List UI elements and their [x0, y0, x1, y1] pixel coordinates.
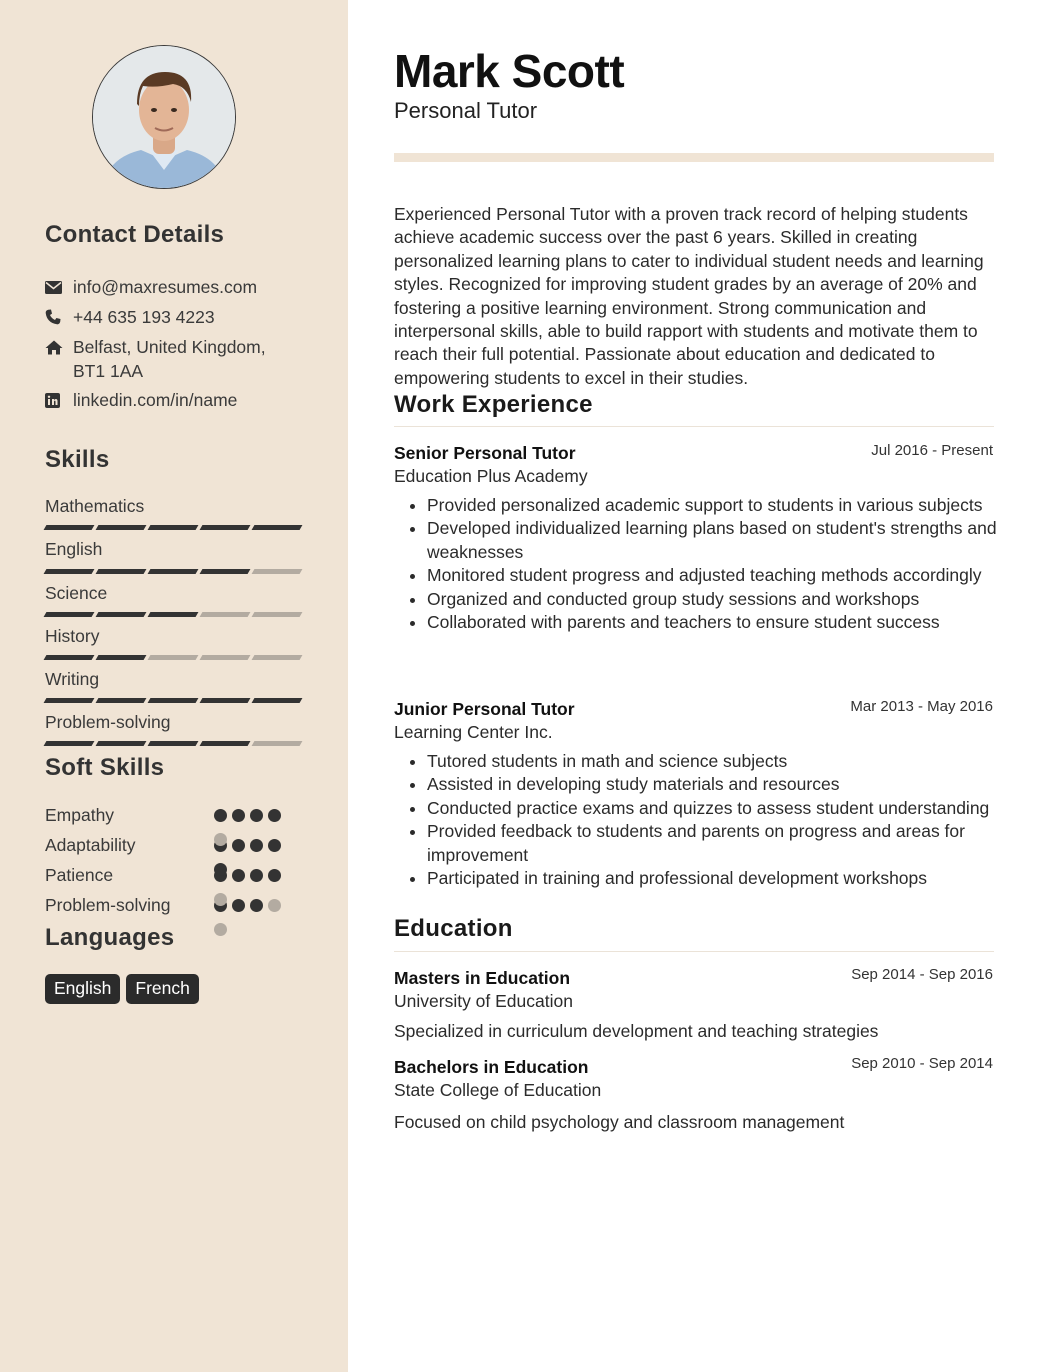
skill-segment [148, 741, 199, 746]
job-dates: Mar 2013 - May 2016 [850, 698, 993, 715]
list-item: • Collaborated with parents and teachers to ensure student success [427, 611, 1027, 634]
skill-segment [44, 569, 95, 574]
edu-school: State College of Education [394, 1080, 602, 1100]
skill-label: Writing [45, 669, 100, 689]
soft-skill-dots [214, 809, 281, 822]
envelope-icon [45, 275, 73, 299]
job-title-heading: Personal Tutor [394, 98, 538, 123]
skill-segment [252, 741, 303, 746]
summary-text: Experienced Personal Tutor with a proven track record of helping students achieve academic success over the past 6 years. Skilled in creating personalized learning plans to cater to individual student needs and learning styles. Recognized for improving student grades by an average of 20% and fostering a positive learning environment. Strong communication and interpersonal skills, able to build rapport with students and motivate them to reach their full potential. Passionate about education and dedicated to empowering students to excel in their studies. [394, 204, 984, 388]
skill-segment [252, 569, 303, 574]
skill-dot [232, 839, 245, 852]
skill-segment [252, 525, 303, 530]
profile-photo [92, 45, 236, 189]
contact-address-text: Belfast, United Kingdom, BT1 1AA [73, 337, 266, 381]
work-heading: Work Experience [394, 391, 593, 418]
skill-label: Mathematics [45, 496, 145, 516]
stray-dot [214, 923, 227, 936]
contact-linkedin[interactable] [45, 388, 293, 412]
skill-bar [45, 655, 301, 660]
skill-dot [232, 809, 245, 822]
skill-dot [250, 869, 263, 882]
skill-segment [96, 655, 147, 660]
linkedin-icon [45, 388, 73, 412]
contact-heading: Contact Details [45, 221, 225, 248]
skill-bar [45, 612, 301, 617]
home-icon [45, 335, 73, 359]
skill-segment [96, 698, 147, 703]
list-item: • Participated in training and professional development workshops [427, 867, 1027, 890]
skill-bar [45, 525, 301, 530]
list-item: • Developed individualized learning plans based on student's strengths and weaknesses [427, 517, 1027, 564]
contact-email[interactable] [45, 275, 293, 299]
skill-label: Science [45, 583, 108, 603]
contact-phone-text: +44 635 193 4223 [73, 307, 215, 327]
skill-segment [148, 655, 199, 660]
skill-segment [200, 698, 251, 703]
stray-dot [214, 893, 227, 906]
person-name: Mark Scott [394, 45, 625, 97]
edu-degree: Bachelors in Education [394, 1057, 589, 1077]
skill-segment [200, 612, 251, 617]
skill-label: Problem-solving [45, 712, 171, 732]
phone-icon [45, 305, 73, 329]
skill-dot [268, 869, 281, 882]
skill-segment [44, 525, 95, 530]
skill-segment [200, 655, 251, 660]
skill-segment [96, 741, 147, 746]
skill-segment [44, 741, 95, 746]
skills-heading: Skills [45, 446, 110, 473]
skill-dot [268, 899, 281, 912]
edu-dates: Sep 2014 - Sep 2016 [851, 966, 993, 983]
soft-skill-label: Empathy [45, 805, 115, 825]
skill-segment [96, 525, 147, 530]
stray-dot [214, 833, 227, 846]
job-company: Education Plus Academy [394, 466, 588, 486]
skill-segment [148, 525, 199, 530]
language-tags [45, 974, 199, 1004]
skill-dot [232, 869, 245, 882]
skill-dot [250, 899, 263, 912]
skill-segment [148, 612, 199, 617]
skill-label: History [45, 626, 100, 646]
languages-heading: Languages [45, 924, 175, 951]
soft-skill-label: Problem-solving [45, 895, 171, 915]
skill-bar [45, 698, 301, 703]
skill-dot [232, 899, 245, 912]
soft-skill-label: Patience [45, 865, 114, 885]
list-item: • Tutored students in math and science subjects [427, 750, 1027, 773]
soft-skills-heading: Soft Skills [45, 754, 165, 781]
skill-segment [96, 612, 147, 617]
skill-segment [200, 525, 251, 530]
job-position: Junior Personal Tutor [394, 699, 575, 719]
list-item: • Conducted practice exams and quizzes to assess student understanding [427, 797, 1027, 820]
skill-dot [268, 839, 281, 852]
skill-segment [200, 569, 251, 574]
job-company: Learning Center Inc. [394, 722, 553, 742]
skill-dot [214, 809, 227, 822]
list-item: • Organized and conducted group study sessions and workshops [427, 588, 1027, 611]
contact-email-text: info@maxresumes.com [73, 277, 258, 297]
edu-description: Specialized in curriculum development and teaching strategies [394, 1021, 879, 1041]
edu-degree: Masters in Education [394, 968, 571, 988]
skill-bar [45, 741, 301, 746]
edu-school: University of Education [394, 991, 573, 1011]
accent-divider [394, 153, 994, 162]
contact-address [45, 335, 293, 383]
skill-segment [252, 698, 303, 703]
skill-segment [96, 569, 147, 574]
edu-description: Focused on child psychology and classroom management [394, 1112, 845, 1132]
skill-segment [148, 698, 199, 703]
language-tag: French [126, 974, 198, 1004]
job-position: Senior Personal Tutor [394, 443, 576, 463]
job-dates: Jul 2016 - Present [871, 442, 993, 459]
job-bullets [394, 494, 1027, 634]
soft-skill-label: Adaptability [45, 835, 136, 855]
section-rule [394, 951, 994, 952]
skill-bar [45, 569, 301, 574]
list-item: • Monitored student progress and adjusted teaching methods accordingly [427, 564, 1027, 587]
list-item: • Provided feedback to students and parents on progress and areas for improvement [427, 820, 1027, 867]
skill-segment [44, 612, 95, 617]
skill-segment [252, 655, 303, 660]
skill-segment [44, 698, 95, 703]
list-item: • Provided personalized academic support to students in various subjects [427, 494, 1027, 517]
list-item: • Assisted in developing study materials and resources [427, 773, 1027, 796]
contact-linkedin-text: linkedin.com/in/name [73, 390, 238, 410]
skill-segment [44, 655, 95, 660]
skill-segment [148, 569, 199, 574]
contact-phone[interactable] [45, 305, 293, 329]
skill-dot [250, 839, 263, 852]
avatar [93, 46, 235, 188]
stray-dot [214, 863, 227, 876]
skill-dot [268, 809, 281, 822]
skill-segment [252, 612, 303, 617]
skill-label: English [45, 539, 103, 559]
edu-dates: Sep 2010 - Sep 2014 [851, 1055, 993, 1072]
skill-dot [250, 809, 263, 822]
job-bullets [394, 750, 1027, 890]
skill-segment [200, 741, 251, 746]
section-rule [394, 426, 994, 427]
language-tag: English [45, 974, 120, 1004]
education-heading: Education [394, 915, 513, 942]
